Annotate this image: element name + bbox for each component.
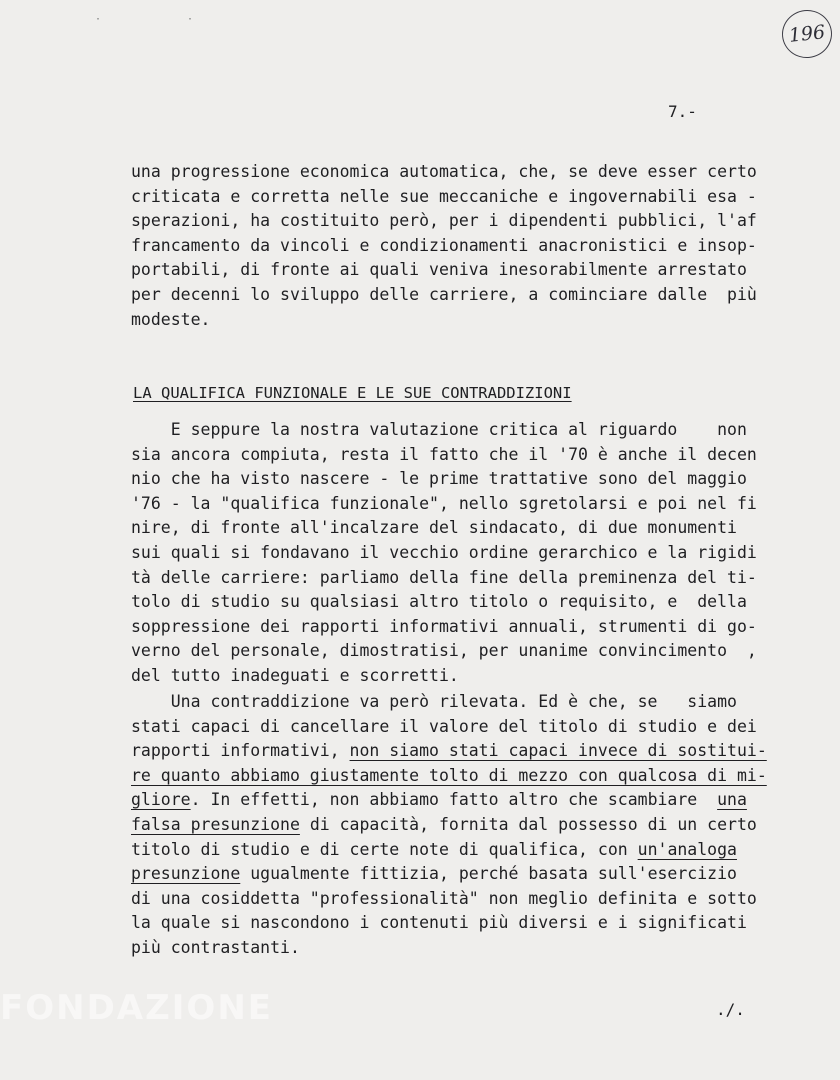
- line-text: di capacità, fornita dal possesso di un certo: [299, 814, 757, 834]
- text-line: più contrastanti.: [131, 937, 300, 957]
- text-line: portabili, di fronte ai quali veniva inesorabilmente arrestato: [131, 260, 747, 280]
- underlined-phrase: falsa presunzione: [131, 814, 300, 834]
- paragraph-2: [131, 418, 771, 689]
- text-line: nio che ha visto nascere - le prime trattative sono del maggio: [131, 469, 747, 489]
- text-line: una progressione economica automatica, che, se deve esser certo: [131, 162, 757, 181]
- section-heading: LA QUALIFICA FUNZIONALE E LE SUE CONTRADDIZIONI: [133, 384, 572, 402]
- text-line: '76 - la "qualifica funzionale", nello sgretolarsi e poi nel fi: [131, 493, 757, 513]
- text-line: nire, di fronte all'incalzare del sindacato, di due monumenti: [131, 518, 737, 538]
- text-line: Una contraddizione va però rilevata. Ed è che, se siamo: [131, 692, 737, 711]
- underlined-phrase: presunzione: [131, 864, 241, 884]
- continuation-mark: ./.: [716, 1000, 745, 1019]
- text-line: verno del personale, dimostratisi, per unanime convincimento ,: [131, 641, 757, 661]
- text-line: di una cosiddetta "professionalità" non meglio definita e sotto: [131, 888, 757, 908]
- text-line: la quale si nascondono i contenuti più diversi e i significati: [131, 913, 747, 933]
- text-line: stati capaci di cancellare il valore del titolo di studio e dei: [131, 716, 757, 736]
- paragraph-1: [131, 160, 771, 332]
- text-line: soppressione dei rapporti informativi annuali, strumenti di go-: [131, 616, 757, 636]
- paragraph-3: [131, 690, 771, 961]
- text-line: [131, 788, 771, 813]
- underlined-phrase: re quanto abbiamo giustamente tolto di mezzo con qualcosa di mi-: [131, 765, 767, 785]
- text-line: criticata e corretta nelle sue meccaniche e ingovernabili esa -: [131, 186, 757, 206]
- text-line: modeste.: [131, 309, 211, 329]
- underlined-phrase: un'analoga: [637, 839, 737, 859]
- underlined-phrase: gliore: [131, 790, 191, 810]
- text-line: sia ancora compiuta, resta il fatto che il '70 è anche il decen: [131, 444, 757, 464]
- text-line: francamento da vincoli e condizionamenti anacronistici e insop-: [131, 235, 757, 255]
- text-line: [131, 764, 771, 789]
- text-line: per decenni lo sviluppo delle carriere, a cominciare dalle più: [131, 284, 757, 304]
- watermark: FONDAZIONE: [0, 988, 274, 1028]
- page-number: 7.-: [668, 102, 697, 121]
- text-line: sui quali si fondavano il vecchio ordine gerarchico e la rigidi: [131, 542, 757, 562]
- line-text: . In effetti, non abbiamo fatto altro che scambiare: [190, 790, 718, 810]
- archive-number-stamp: 196: [780, 8, 835, 61]
- text-line: tolo di studio su qualsiasi altro titolo o requisito, e della: [131, 592, 747, 612]
- line-text: rapporti informativi,: [131, 741, 350, 761]
- paper-specks: · ·: [95, 14, 234, 25]
- text-line: sperazioni, ha costituito però, per i dipendenti pubblici, l'af: [131, 211, 757, 231]
- underlined-phrase: una: [717, 790, 747, 810]
- text-line: [131, 838, 771, 863]
- text-line: E seppure la nostra valutazione critica al riguardo non: [131, 420, 747, 439]
- line-text: ugualmente fittizia, perché basata sull'esercizio: [240, 864, 737, 884]
- text-line: del tutto inadeguati e scorretti.: [131, 665, 459, 685]
- text-line: [131, 739, 771, 764]
- line-text: titolo di studio e di certe note di qualifica, con: [131, 839, 638, 859]
- text-line: tà delle carriere: parliamo della fine della preminenza del ti-: [131, 567, 757, 587]
- text-line: [131, 862, 771, 887]
- underlined-phrase: non siamo stati capaci invece di sostitui-: [349, 741, 767, 761]
- text-line: [131, 813, 771, 838]
